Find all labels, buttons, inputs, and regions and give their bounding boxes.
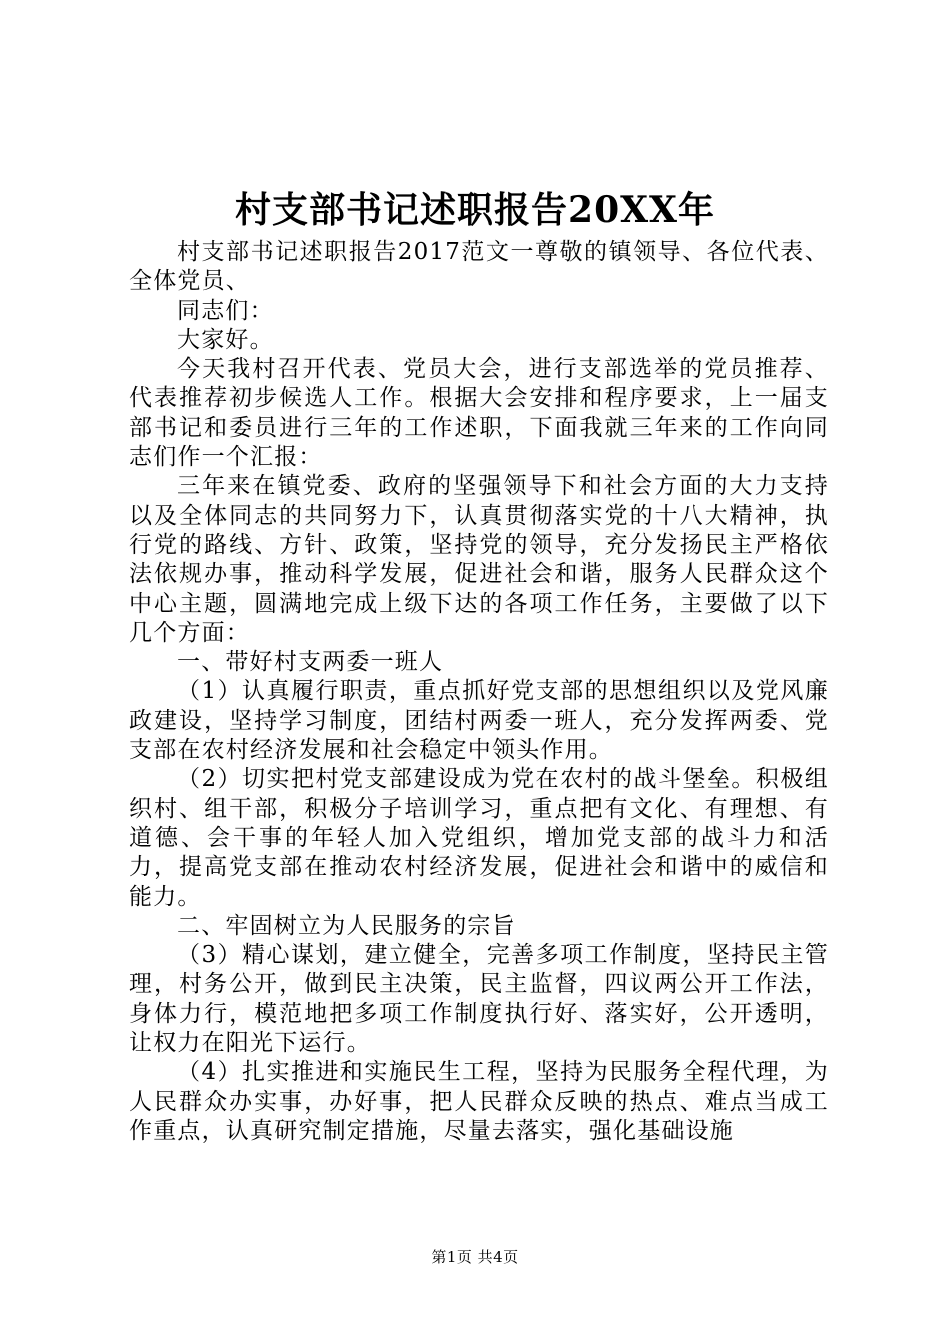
- document-title: 村支部书记述职报告20XX年: [235, 189, 715, 231]
- section-heading: 一、带好村支两委一班人: [177, 649, 444, 676]
- paragraph: 三年来在镇党委、政府的坚强领导下和社会方面的大力支持以及全体同志的共同努力下，认真贯彻落实党的十八大精神，执行党的路线、方针、政策，坚持党的领导，充分发扬民主严格依法依规办事，推动科学发展，促进社会和谐，服务人民群众这个中心主题，圆满地完成上级下达的各项工作任务，主要做了以下几个方面：: [129, 473, 829, 646]
- paragraph: （3）精心谋划，建立健全，完善多项工作制度，坚持民主管理，村务公开，做到民主决策，民主监督，四议两公开工作法，身体力行，模范地把多项工作制度执行好、落实好，公开透明，让权力在阳光下运行。: [129, 942, 829, 1057]
- page-footer: 第1页 共4页: [431, 1248, 519, 1266]
- section-heading: 二、牢固树立为人民服务的宗旨: [177, 912, 516, 939]
- paragraph: 大家好。: [177, 326, 274, 353]
- paragraph: 今天我村召开代表、党员大会，进行支部选举的党员推荐、代表推荐初步候选人工作。根据大会安排和程序要求，上一届支部书记和委员进行三年的工作述职，下面我就三年来的工作向同志们作一个汇报：: [129, 356, 829, 471]
- paragraph: 村支部书记述职报告2017范文一尊敬的镇领导、各位代表、全体党员、: [129, 239, 829, 295]
- paragraph: （4）扎实推进和实施民生工程，坚持为民服务全程代理，为人民群众办实事，办好事，把人民群众反映的热点、难点当成工作重点，认真研究制定措施，尽量去落实，强化基础设施: [129, 1059, 829, 1144]
- paragraph: （1）认真履行职责，重点抓好党支部的思想组织以及党风廉政建设，坚持学习制度，团结村两委一班人，充分发挥两委、党支部在农村经济发展和社会稳定中领头作用。: [129, 678, 829, 764]
- document-body: [129, 238, 829, 1146]
- paragraph: 同志们：: [177, 297, 274, 324]
- paragraph: （2）切实把村党支部建设成为党在农村的战斗堡垒。积极组织村、组干部，积极分子培训学习，重点把有文化、有理想、有道德、会干事的年轻人加入党组织，增加党支部的战斗力和活力，提高党支部在推动农村经济发展，促进社会和谐中的威信和能力。: [129, 766, 829, 910]
